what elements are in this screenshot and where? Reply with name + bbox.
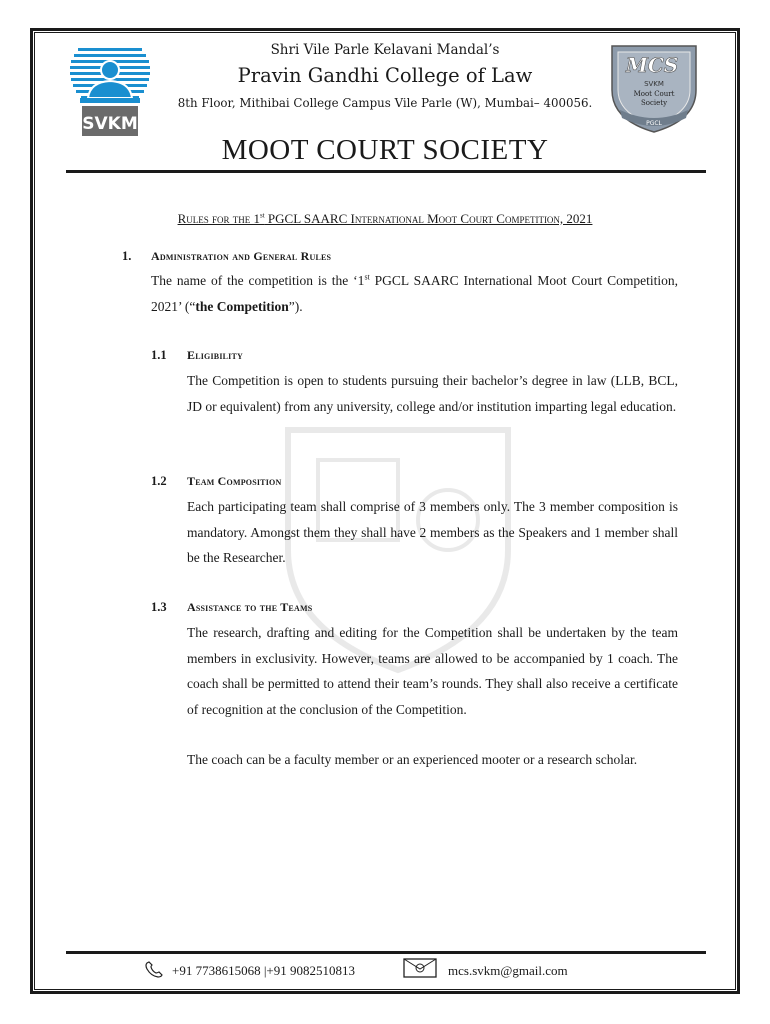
document-heading bbox=[60, 211, 710, 227]
section-1-text-c: ”). bbox=[288, 298, 303, 314]
subsection-1-3-title: Assistance to the Teams bbox=[187, 600, 313, 614]
section-1-text-a: The name of the competition is the ‘1 bbox=[151, 273, 365, 288]
mcs-logo-line-3: Society bbox=[640, 99, 668, 107]
heading-suffix: PGCL SAARC International Moot Court Competition, 2021 bbox=[264, 211, 593, 226]
svkm-logo bbox=[68, 42, 152, 138]
page-title: MOOT COURT SOCIETY bbox=[221, 134, 549, 166]
subsection-1-2-text: Each participating team shall comprise of 3 members only. The 3 member composition is mandatory. Amongst them they shall have 2 members as the Speakers and 1 member shall be the Researcher. bbox=[187, 499, 678, 566]
subsection-1-3-text-2: The coach can be a faculty member or an experienced mooter or a research scholar. bbox=[187, 752, 638, 767]
section-1-text-b: PGCL SAARC International Moot Court Competition, 2021’ (“ bbox=[151, 273, 678, 314]
section-1-text-bold: the Competition bbox=[195, 298, 289, 314]
mcs-logo-line-2: Moot Court bbox=[633, 90, 675, 98]
subsection-1-3-text-1: The research, drafting and editing for the Competition shall be undertaken by the team members in exclusivity. However, teams are allowed to be accompanied by 1 coach. The coach shall be permitted to attend their team’s rounds. They shall also receive a certificate of recognition at the conclusion of the Competition. bbox=[187, 625, 678, 717]
subsection-1-2-title: Team Composition bbox=[187, 474, 282, 488]
heading-prefix: Rules for the 1 bbox=[177, 211, 260, 226]
footer-divider bbox=[66, 951, 706, 954]
section-1-text bbox=[151, 268, 678, 319]
subsection-1-1-text: The Competition is open to students pursuing their bachelor’s degree in law (LLB, BCL, JD or equivalent) from any university, college and/or institution imparting legal education. bbox=[187, 373, 678, 414]
section-1-number: 1. bbox=[122, 249, 132, 263]
footer-phones: +91 7738615068 |+91 9082510813 bbox=[172, 963, 356, 978]
email-icon bbox=[403, 958, 437, 978]
subsection-1-1-title: Eligibility bbox=[187, 348, 244, 362]
subsection-1-3-number: 1.3 bbox=[151, 600, 167, 614]
svkm-logo-text: SVKM bbox=[82, 114, 138, 134]
subsection-1-2-number: 1.2 bbox=[151, 474, 167, 488]
mcs-logo-ribbon: PGCL bbox=[646, 120, 662, 127]
mandal-name: Shri Vile Parle Kelavani Mandal’s bbox=[270, 42, 500, 58]
heading-sup: st bbox=[260, 211, 265, 220]
mcs-logo-letters: MCS bbox=[625, 53, 679, 77]
subsection-1-1-number: 1.1 bbox=[151, 348, 167, 362]
section-1-text-sup: st bbox=[364, 272, 370, 282]
college-name: Pravin Gandhi College of Law bbox=[237, 64, 533, 87]
title-divider bbox=[66, 170, 706, 173]
college-address: 8th Floor, Mithibai College Campus Vile Parle (W), Mumbai– 400056. bbox=[177, 96, 593, 110]
phone-icon bbox=[144, 961, 166, 979]
section-1-title: Administration and General Rules bbox=[151, 249, 332, 263]
mcs-logo bbox=[606, 40, 702, 136]
mcs-logo-line-1: SVKM bbox=[644, 80, 664, 88]
footer-email: mcs.svkm@gmail.com bbox=[448, 963, 568, 978]
